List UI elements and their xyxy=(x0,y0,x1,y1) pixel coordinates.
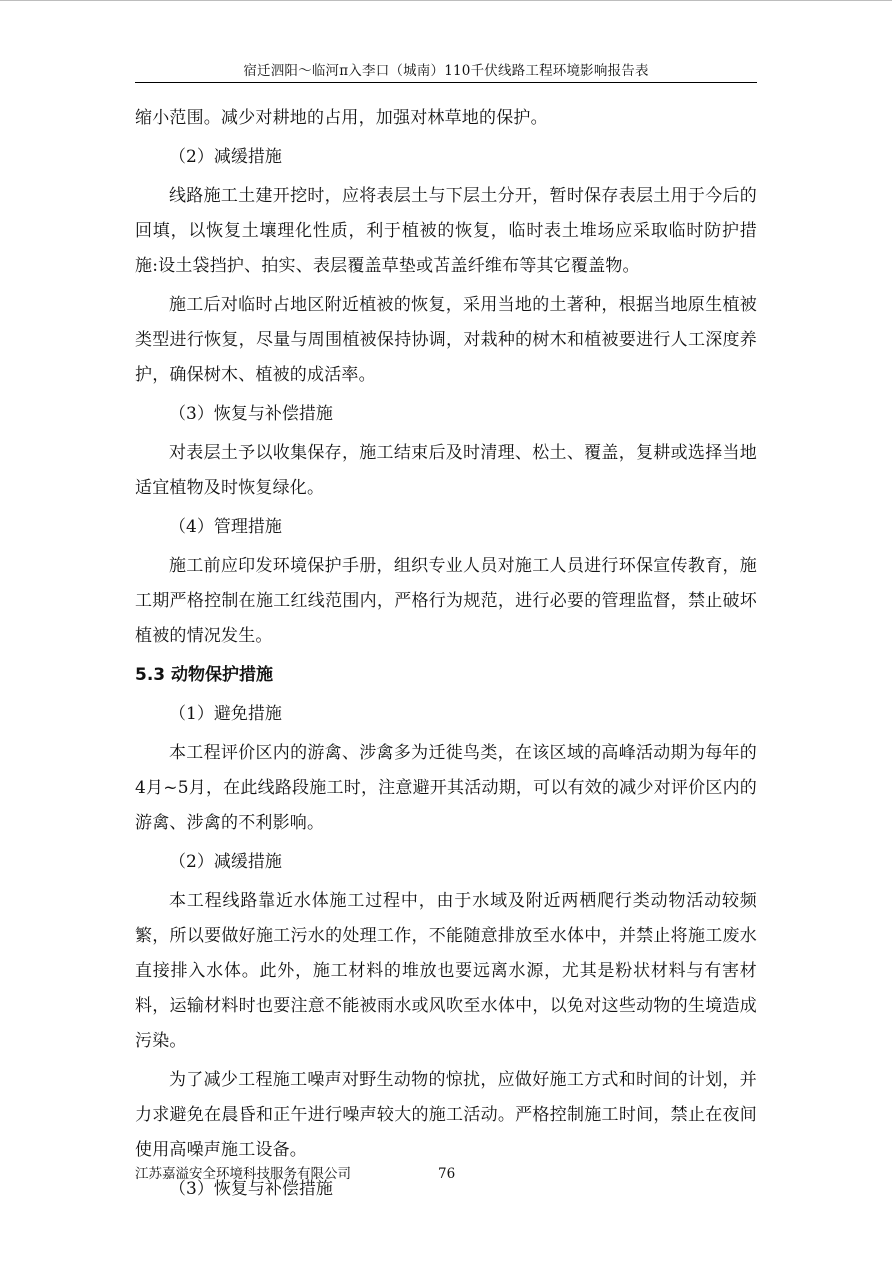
section-heading-5-3: 5.3 动物保护措施 xyxy=(135,665,274,685)
top-edge-line xyxy=(0,0,892,1)
document-body xyxy=(135,101,757,1211)
page-number: 76 xyxy=(438,1166,456,1182)
subheading-mitigation-animals: （2）减缓措施 xyxy=(169,852,282,872)
paragraph-noise: 为了减少工程施工噪声对野生动物的惊扰，应做好施工方式和时间的计划，并力求避免在晨昏和正午进行噪声较大的施工活动。严格控制施工时间，禁止在夜间使用高噪声施工设备。 xyxy=(135,1070,757,1160)
subheading-management: （4）管理措施 xyxy=(169,517,282,537)
subheading-mitigation: （2）减缓措施 xyxy=(169,147,282,167)
subheading-avoidance: （1）避免措施 xyxy=(169,704,282,724)
paragraph-topsoil: 线路施工土建开挖时，应将表层土与下层土分开，暂时保存表层土用于今后的回填，以恢复土壤理化性质，利于植被的恢复，临时表土堆场应采取临时防护措施:设土袋挡护、拍实、表层覆盖草垫或苫盖纤维布等其它覆盖物。 xyxy=(135,186,757,276)
subheading-restoration-animals: （3）恢复与补偿措施 xyxy=(169,1179,333,1199)
paragraph-birds: 本工程评价区内的游禽、涉禽多为迁徙鸟类，在该区域的高峰活动期为每年的4月~5月，在此线路段施工时，注意避开其活动期，可以有效的减少对评价区内的游禽、涉禽的不利影响。 xyxy=(135,743,757,833)
header-rule xyxy=(135,82,757,83)
paragraph-continued: 缩小范围。减少对耕地的占用，加强对林草地的保护。 xyxy=(135,108,548,128)
paragraph-management: 施工前应印发环境保护手册，组织专业人员对施工人员进行环保宣传教育，施工期严格控制在施工红线范围内，严格行为规范，进行必要的管理监督，禁止破坏植被的情况发生。 xyxy=(135,556,757,646)
subheading-restoration: （3）恢复与补偿措施 xyxy=(169,404,333,424)
footer-company: 江苏嘉溢安全环境科技服务有限公司 xyxy=(135,1166,351,1182)
paragraph-topsoil-collection: 对表层土予以收集保存，施工结束后及时清理、松土、覆盖，复耕或选择当地适宜植物及时恢复绿化。 xyxy=(135,443,757,498)
page-header-title: 宿迁泗阳～临河π入李口（城南）110千伏线路工程环境影响报告表 xyxy=(243,63,649,79)
paragraph-vegetation-recovery: 施工后对临时占地区附近植被的恢复，采用当地的土著种，根据当地原生植被类型进行恢复，尽量与周围植被保持协调，对栽种的树木和植被要进行人工深度养护，确保树木、植被的成活率。 xyxy=(135,295,757,385)
paragraph-water-pollution: 本工程线路靠近水体施工过程中，由于水域及附近两栖爬行类动物活动较频繁，所以要做好施工污水的处理工作，不能随意排放至水体中，并禁止将施工废水直接排入水体。此外，施工材料的堆放也要远离水源，尤其是粉状材料与有害材料，运输材料时也要注意不能被雨水或风吹至水体中，以免对这些动物的生境造成污染。 xyxy=(135,891,757,1051)
